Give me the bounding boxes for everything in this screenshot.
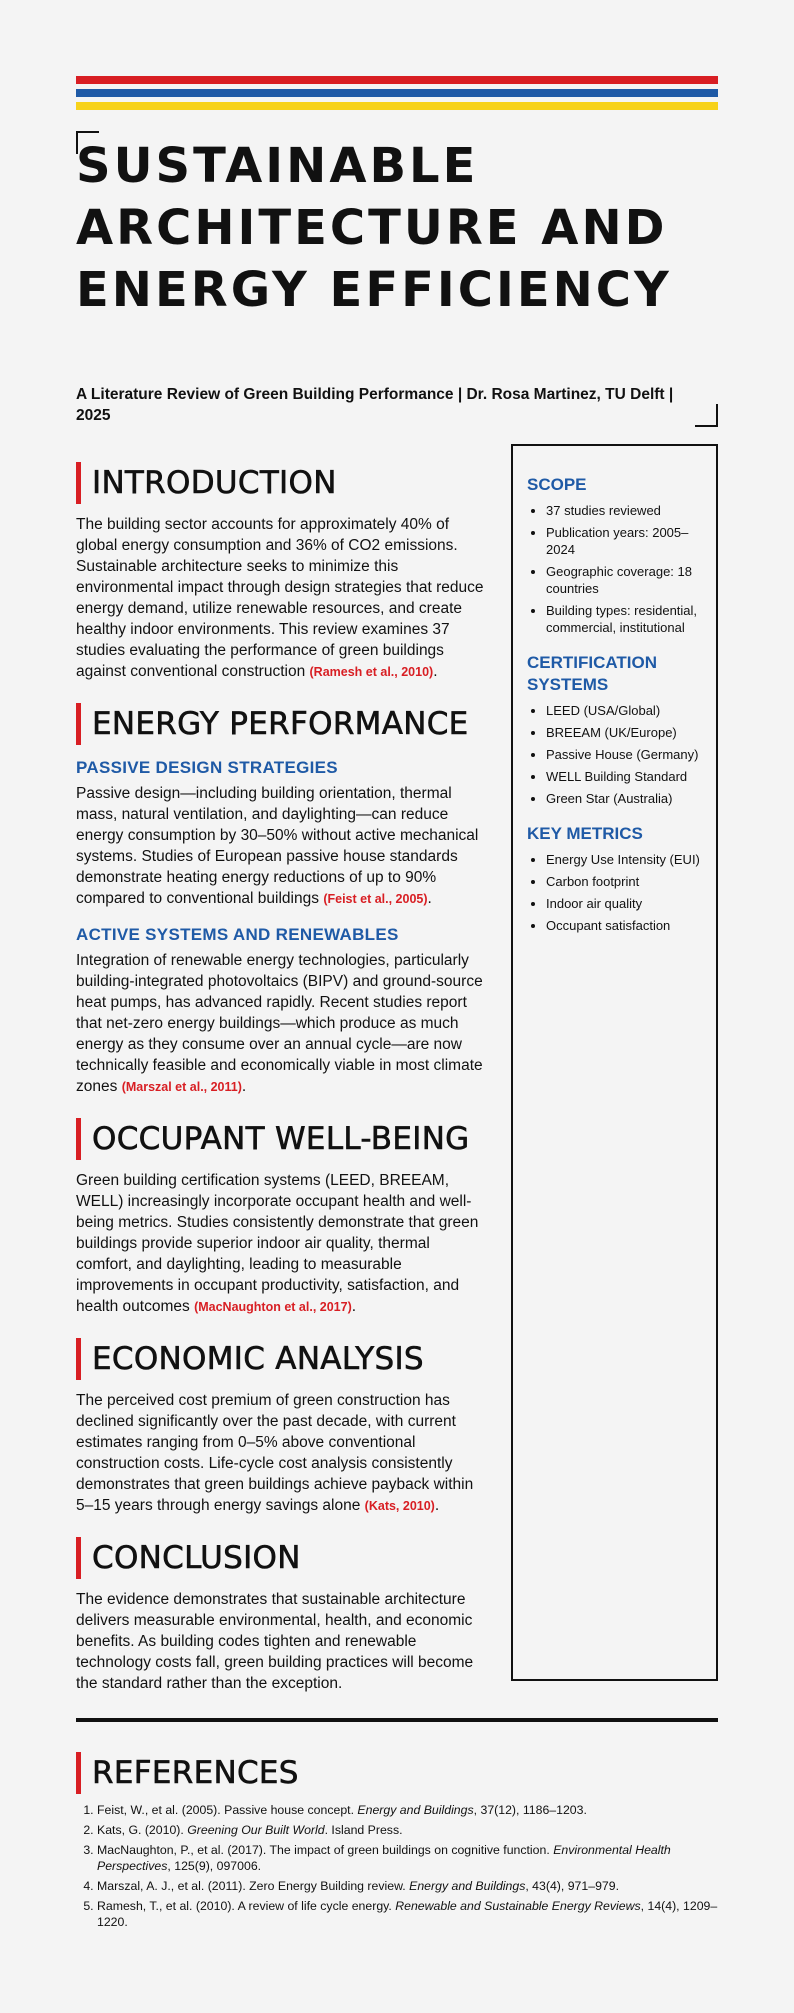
section-heading: ECONOMIC ANALYSIS — [76, 1338, 490, 1380]
list-item: • Carbon footprint — [546, 873, 702, 890]
section-energy-performance — [76, 703, 490, 1098]
list-item: • Geographic coverage: 18 countries — [546, 563, 702, 597]
sidebar-box — [511, 444, 718, 1681]
reference-source: Greening Our Built World — [187, 1823, 325, 1837]
reference-item — [97, 1898, 718, 1930]
subsection-heading: PASSIVE DESIGN STRATEGIES — [76, 758, 338, 777]
list-item: • LEED (USA/Global) — [546, 702, 702, 719]
citation: (Ramesh et al., 2010) — [309, 665, 434, 679]
section-occupant-wellbeing — [76, 1118, 490, 1318]
section-heading: INTRODUCTION — [76, 462, 490, 504]
reference-item — [97, 1878, 718, 1894]
section-paragraph: The building sector accounts for approximately 40% of global energy consumption and 36% of CO2 emissions. Sustainable architecture seeks to minimize this environmental impact through design strategies that reduce energy demand, utilize renewable resources, and create healthy indoor environments. This review examines 37 studies evaluating the performance of green buildings against conventional construction (Ramesh et al., 2010). — [76, 516, 484, 680]
reference-details: , 14(4), 1209–1220. — [97, 1899, 718, 1929]
list-item: • Indoor air quality — [546, 895, 702, 912]
paragraph-text: Integration of renewable energy technologies, particularly building-integrated photovoltaics (BIPV) and ground-source heat pumps, has advanced rapidly. Recent studies report that net-zero energy buildings—which produce as much energy as they consume over an annual cycle—are now technically feasible and economically viable in most climate zones — [76, 952, 483, 1095]
section-heading: ENERGY PERFORMANCE — [76, 703, 490, 745]
page-subtitle: A Literature Review of Green Building Performance | Dr. Rosa Martinez, TU Delft | 2025 — [76, 386, 674, 424]
section-introduction — [76, 462, 490, 683]
citation: (MacNaughton et al., 2017) — [194, 1300, 352, 1314]
color-stripes — [76, 76, 718, 115]
reference-text: Kats, G. (2010). — [97, 1823, 188, 1837]
paragraph-text: The perceived cost premium of green construction has declined significantly over the past decade, with current estimates ranging from 0–5% above conventional construction costs. Life-cycle cost analysis consistently demonstrates that green buildings achieve payback within 5–15 years through energy savings alone — [76, 1392, 474, 1514]
section-paragraph: Passive design—including building orientation, thermal mass, natural ventilation, and daylighting—can reduce energy consumption by 30–50% without active mechanical systems. Studies of European passive house standards demonstrate heating energy reductions of up to 90% compared to conventional buildings (Feist et al., 2005). — [76, 785, 479, 907]
section-economic-analysis — [76, 1338, 490, 1517]
yellow-stripe — [76, 102, 718, 110]
sidebar-heading-metrics: KEY METRICS — [527, 824, 643, 843]
section-conclusion — [76, 1537, 490, 1694]
section-heading: OCCUPANT WELL-BEING — [76, 1118, 490, 1160]
blue-stripe — [76, 89, 718, 97]
paragraph-text: The building sector accounts for approximately 40% of global energy consumption and 36% of CO2 emissions. Sustainable architecture seeks to minimize this environmental impact through design strategies that reduce energy demand, utilize renewable resources, and create healthy indoor environments. This review examines 37 studies evaluating the performance of green buildings against conventional construction — [76, 516, 484, 680]
reference-source: Energy and Buildings — [409, 1879, 526, 1893]
reference-text: Marszal, A. J., et al. (2011). Zero Energy Building review. — [97, 1879, 410, 1893]
list-item: • WELL Building Standard — [546, 768, 702, 785]
reference-source: Renewable and Sustainable Energy Reviews — [395, 1899, 641, 1913]
list-item: • Passive House (Germany) — [546, 746, 702, 763]
section-heading: REFERENCES — [76, 1752, 718, 1794]
reference-text: Feist, W., et al. (2005). Passive house concept. — [97, 1803, 358, 1817]
page-title: SUSTAINABLE ARCHITECTURE AND ENERGY EFFICIENCY — [76, 138, 672, 318]
section-heading: CONCLUSION — [76, 1537, 490, 1579]
subsection-heading: ACTIVE SYSTEMS AND RENEWABLES — [76, 925, 399, 944]
divider-rule — [76, 1718, 718, 1722]
section-paragraph: The perceived cost premium of green construction has declined significantly over the past decade, with current estimates ranging from 0–5% above conventional construction costs. Life-cycle cost analysis consistently demonstrates that green buildings achieve payback within 5–15 years through energy savings alone (Kats, 2010). — [76, 1392, 474, 1514]
red-stripe — [76, 76, 718, 84]
reference-item — [97, 1802, 718, 1818]
reference-item — [97, 1842, 718, 1874]
metrics-list — [527, 851, 702, 934]
reference-source: Environmental Health Perspectives — [97, 1843, 671, 1873]
reference-details: , 125(9), 097006. — [167, 1859, 262, 1873]
citation: (Marszal et al., 2011) — [121, 1080, 242, 1094]
reference-item — [97, 1822, 718, 1838]
list-item: • 37 studies reviewed — [546, 502, 702, 519]
scope-list — [527, 502, 702, 636]
paragraph-text: Green building certification systems (LEED, BREEAM, WELL) increasingly incorporate occupant health and well-being metrics. Studies consistently demonstrate that green buildings provide superior indoor air quality, thermal comfort, and daylighting, leading to measurable improvements in occupant productivity, satisfaction, and health outcomes — [76, 1172, 479, 1315]
section-paragraph: Integration of renewable energy technologies, particularly building-integrated photovoltaics (BIPV) and ground-source heat pumps, has advanced rapidly. Recent studies report that net-zero energy buildings—which produce as much energy as they consume over an annual cycle—are now technically feasible and economically viable in most climate zones (Marszal et al., 2011). — [76, 952, 483, 1095]
reference-details: , 43(4), 971–979. — [525, 1879, 620, 1893]
paragraph-text: Passive design—including building orientation, thermal mass, natural ventilation, and daylighting—can reduce energy consumption by 30–50% without active mechanical systems. Studies of European passive house standards demonstrate heating energy reductions of up to 90% compared to conventional buildings — [76, 785, 479, 907]
list-item: • Energy Use Intensity (EUI) — [546, 851, 702, 868]
reference-source: Energy and Buildings — [357, 1803, 474, 1817]
reference-list — [76, 1802, 718, 1930]
sidebar-heading-scope: SCOPE — [527, 475, 587, 494]
reference-details: . Island Press. — [324, 1823, 403, 1837]
reference-text: MacNaughton, P., et al. (2017). The impact of green buildings on cognitive function. — [97, 1843, 554, 1857]
certification-list — [527, 702, 702, 807]
citation: (Kats, 2010) — [364, 1499, 435, 1513]
main-content — [76, 462, 490, 1694]
references-section — [76, 1752, 718, 1934]
section-paragraph: The evidence demonstrates that sustainable architecture delivers measurable environmental, health, and economic benefits. As building codes tighten and renewable technology costs fall, green building practices will become the standard rather than the exception. — [76, 1591, 474, 1692]
section-paragraph: Green building certification systems (LEED, BREEAM, WELL) increasingly incorporate occupant health and well-being metrics. Studies consistently demonstrate that green buildings provide superior indoor air quality, thermal comfort, and daylighting, leading to measurable improvements in occupant productivity, satisfaction, and health outcomes (MacNaughton et al., 2017). — [76, 1172, 479, 1315]
list-item: • BREEAM (UK/Europe) — [546, 724, 702, 741]
reference-text: Ramesh, T., et al. (2010). A review of life cycle energy. — [97, 1899, 396, 1913]
list-item: • Green Star (Australia) — [546, 790, 702, 807]
list-item: • Occupant satisfaction — [546, 917, 702, 934]
citation: (Feist et al., 2005) — [323, 892, 428, 906]
reference-details: , 37(12), 1186–1203. — [473, 1803, 587, 1817]
list-item: • Building types: residential, commercial, institutional — [546, 602, 702, 636]
list-item: • Publication years: 2005–2024 — [546, 524, 702, 558]
corner-mark-bottom-right — [695, 404, 718, 427]
sidebar-heading-certification: CERTIFICATION SYSTEMS — [527, 653, 658, 694]
